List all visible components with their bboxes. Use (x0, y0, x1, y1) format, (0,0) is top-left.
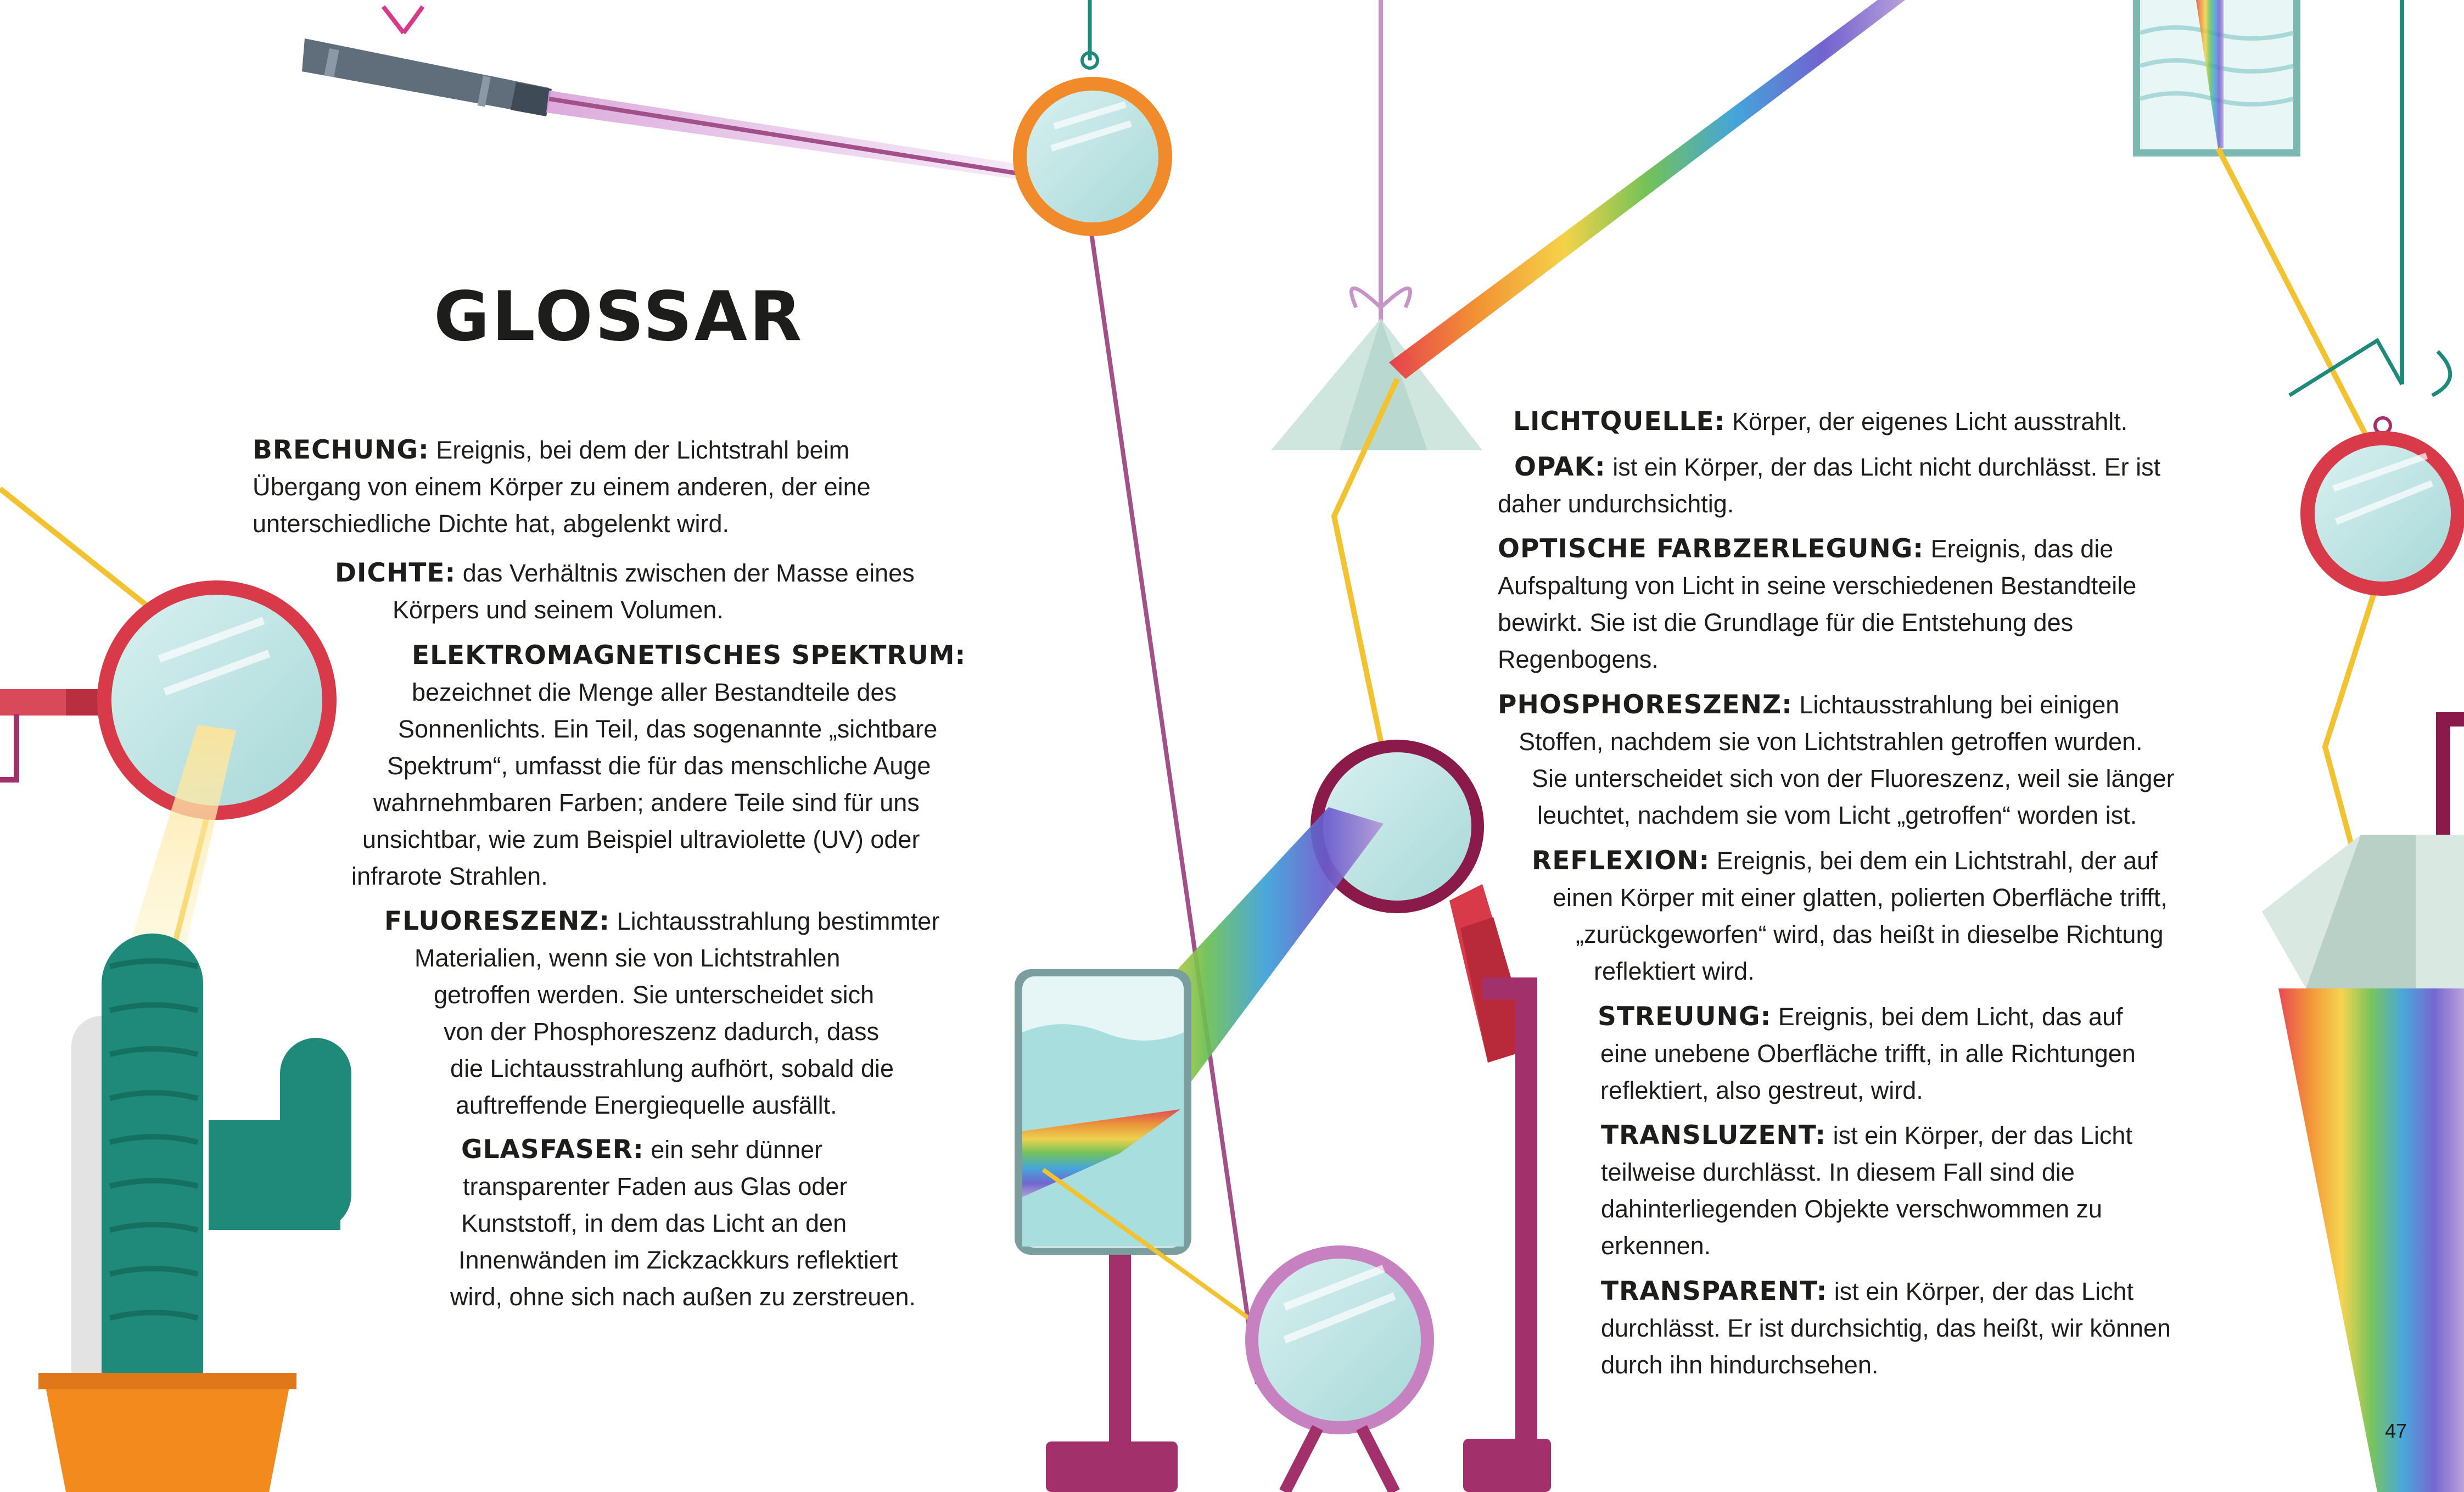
page-number: 47 (2385, 1420, 2407, 1442)
glossary-text: einen Körper mit einer glatten, polierten Oberfläche trifft, (1553, 884, 2168, 912)
glossary-text: Ereignis, das die (1924, 535, 2114, 563)
glossary-text: die Lichtausstrahlung aufhört, sobald die (450, 1054, 894, 1082)
glossary-entry-transluzent (1601, 1117, 2132, 1264)
glossary-text: leuchtet, nachdem sie vom Licht „getroffen“ worden ist. (1537, 801, 2137, 829)
water-frame-icon (2133, 0, 2300, 157)
glossary-text: transparenter Faden aus Glas oder (463, 1172, 848, 1200)
glossary-text: getroffen werden. Sie unterscheidet sich (434, 981, 875, 1009)
glossary-term: TRANSPARENT: (1601, 1276, 1828, 1306)
glossary-term: LICHTQUELLE: (1513, 406, 1726, 437)
glossary-text: „zurückgeworfen“ wird, das heißt in dieselbe Richtung (1576, 920, 2164, 948)
glossary-text: das Verhältnis zwischen der Masse eines (456, 559, 915, 587)
glossary-entry-glasfaser (450, 1131, 916, 1315)
glossary-entry-lichtquelle (1513, 403, 2127, 440)
glossary-entry-reflexion (1532, 842, 2168, 990)
glossary-term: TRANSLUZENT: (1601, 1120, 1827, 1150)
mirror-orange-icon (1013, 0, 1172, 236)
cactus-icon (38, 934, 351, 1492)
glossary-text: Spektrum“, umfasst die für das menschliche Auge (387, 752, 931, 780)
page-title: GLOSSAR (434, 277, 804, 356)
glossary-text: Ereignis, bei dem ein Lichtstrahl, der auf (1710, 847, 2158, 875)
glossary-text: bezeichnet die Menge aller Bestandteile des (412, 678, 897, 706)
glossary-text: wahrnehmbaren Farben; andere Teile sind für uns (373, 789, 920, 817)
glossary-text: Sie unterscheidet sich von der Fluoreszenz, weil sie länger (1532, 764, 2175, 792)
glossary-text: ist ein Körper, der das Licht (1826, 1121, 2132, 1149)
glossary-text: durchlässt. Er ist durchsichtig, das heißt, wir können (1601, 1314, 2171, 1342)
glossary-text: erkennen. (1601, 1232, 1711, 1260)
glossary-text: bewirkt. Sie ist die Grundlage für die Entstehung des (1498, 608, 2074, 636)
mirror-purple-icon (1245, 1245, 1551, 1492)
glossary-text: Innenwänden im Zickzackkurs reflektiert (458, 1246, 898, 1274)
glossary-text: Kunststoff, in dem das Licht an den (461, 1209, 847, 1237)
glossary-text: Regenbogens. (1498, 645, 1659, 673)
crystal-icon (2262, 719, 2464, 1492)
glossary-entry-phosphoreszenz (1498, 686, 2175, 834)
glossary-text: auftreffende Energiequelle ausfällt. (456, 1091, 837, 1119)
glossary-text: ein sehr dünner (643, 1136, 822, 1164)
glossary-text: infrarote Strahlen. (351, 862, 548, 890)
glossary-text: ist ein Körper, der das Licht nicht durchlässt. Er ist (1605, 453, 2161, 481)
glossary-text: unsichtbar, wie zum Beispiel ultraviolette (UV) oder (362, 825, 920, 853)
glossary-entry-streuung (1598, 998, 2136, 1109)
glossary-text: Übergang von einem Körper zu einem anderen, der eine (253, 473, 871, 501)
glossary-text: Lichtausstrahlung bei einigen (1792, 691, 2120, 719)
glossary-text: Materialien, wenn sie von Lichtstrahlen (415, 944, 841, 972)
water-glass-icon (1015, 969, 1191, 1492)
glossary-term: REFLEXION: (1532, 846, 1710, 876)
glossary-text: wird, ohne sich nach außen zu zerstreuen. (450, 1283, 916, 1311)
glossary-text: dahinterliegenden Objekte verschwommen zu (1601, 1195, 2103, 1223)
prism-icon (1271, 0, 1905, 450)
glossary-text: Körper, der eigenes Licht ausstrahlt. (1725, 407, 2128, 435)
glossary-term: ELEKTROMAGNETISCHES SPEKTRUM: (412, 640, 966, 670)
glossary-term: FLUORESZENZ: (384, 906, 611, 936)
glossary-text: unterschiedliche Dichte hat, abgelenkt wird. (253, 510, 729, 538)
glossary-entry-spektrum (351, 637, 966, 895)
glossary-text: reflektiert, also gestreut, wird. (1600, 1076, 1923, 1104)
glossary-entry-opak (1498, 449, 2160, 522)
glossary-entry-dichte (335, 555, 915, 628)
glossary-term: OPAK: (1514, 452, 1606, 482)
glossary-term: GLASFASER: (461, 1135, 644, 1165)
glossary-entry-farbzerlegung (1498, 530, 2136, 678)
glossary-text: teilweise durchlässt. In diesem Fall sind die (1601, 1158, 2075, 1186)
glossary-term: BRECHUNG: (253, 435, 429, 465)
glossary-text: Ereignis, bei dem Licht, das auf (1771, 1003, 2123, 1031)
glossary-text: Körpers und seinem Volumen. (393, 596, 724, 624)
glossary-text: eine unebene Oberfläche trifft, in alle Richtungen (1600, 1040, 2136, 1068)
glossary-text: reflektiert wird. (1594, 957, 1755, 985)
glossary-text: von der Phosphoreszenz dadurch, dass (444, 1018, 879, 1046)
mirror-red-right-icon (2289, 0, 2464, 596)
glossary-term: DICHTE: (335, 558, 456, 588)
glossary-term: PHOSPHORESZENZ: (1498, 690, 1793, 720)
glossary-term: STREUUNG: (1598, 1002, 1772, 1032)
glossary-text: Lichtausstrahlung bestimmter (610, 907, 940, 935)
glossary-entry-brechung (253, 432, 871, 542)
glossary-text: Aufspaltung von Licht in seine verschiedenen Bestandteile (1498, 572, 2137, 600)
flashlight-icon (302, 7, 1093, 189)
glossary-text: ist ein Körper, der das Licht (1827, 1277, 2134, 1305)
glossary-term: OPTISCHE FARBZERLEGUNG: (1498, 534, 1924, 564)
glossary-text: daher undurchsichtig. (1498, 490, 1734, 518)
glossary-entry-fluoreszenz (384, 903, 939, 1124)
glossary-text: durch ihn hindurchsehen. (1601, 1351, 1879, 1379)
glossary-entry-transparent (1601, 1273, 2171, 1383)
glossary-text: Stoffen, nachdem sie von Lichtstrahlen getroffen wurden. (1519, 728, 2143, 756)
glossary-text: Sonnenlichts. Ein Teil, das sogenannte „sichtbare (398, 715, 938, 743)
mirror-red-icon (0, 580, 337, 966)
glossary-text: Ereignis, bei dem der Lichtstrahl beim (429, 436, 850, 464)
